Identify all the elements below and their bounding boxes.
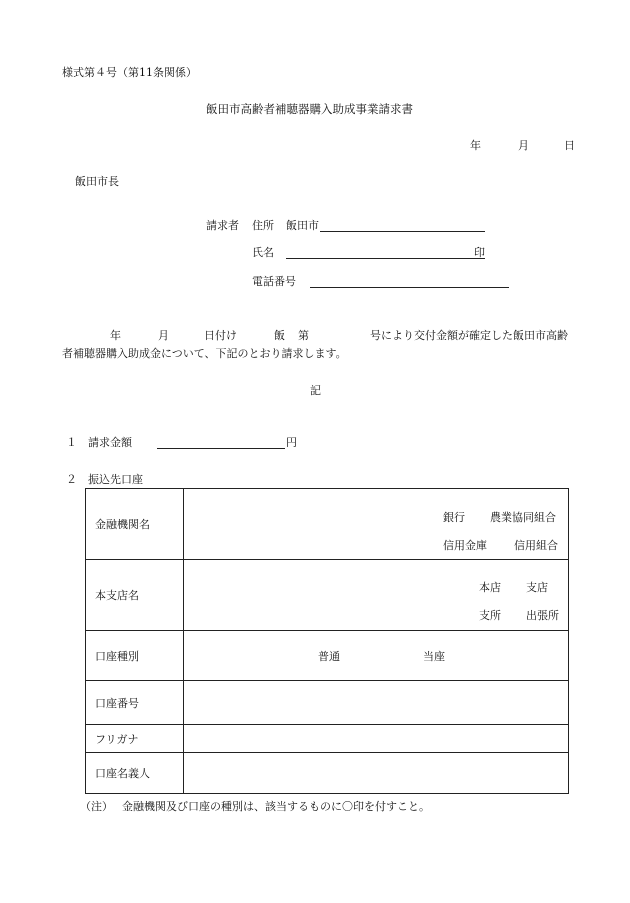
address-prefix: 飯田市 bbox=[286, 219, 319, 232]
branch-label: 本支店名 bbox=[86, 560, 184, 631]
date-year: 年 bbox=[470, 139, 481, 152]
claimant-label: 請求者 bbox=[206, 219, 239, 232]
head-office-option[interactable]: 本店 bbox=[479, 581, 501, 594]
item1-label: 請求金額 bbox=[88, 436, 132, 449]
body-year: 年 bbox=[110, 329, 121, 342]
seal-mark: 印 bbox=[474, 246, 485, 259]
institution-label: 金融機関名 bbox=[86, 489, 184, 560]
sub-branch-option[interactable]: 支所 bbox=[479, 609, 501, 622]
phone-label: 電話番号 bbox=[252, 275, 296, 288]
item2-number: ２ bbox=[66, 473, 77, 486]
holder-label: 口座名義人 bbox=[86, 753, 184, 794]
body-line2: 者補聴器購入助成金について、下記のとおり請求します。 bbox=[62, 347, 347, 360]
item1-number: １ bbox=[66, 436, 77, 449]
addressee: 飯田市長 bbox=[75, 175, 119, 188]
holder-cell[interactable] bbox=[184, 753, 569, 794]
form-number: 様式第４号（第11条関係） bbox=[62, 66, 197, 79]
body-month: 月 bbox=[158, 329, 169, 342]
ki-heading: 記 bbox=[310, 384, 321, 397]
address-line[interactable] bbox=[320, 231, 485, 232]
furigana-label: フリガナ bbox=[86, 725, 184, 753]
furigana-cell[interactable] bbox=[184, 725, 569, 753]
account-table bbox=[85, 488, 569, 794]
date-day: 日 bbox=[564, 139, 575, 152]
institution-cell[interactable] bbox=[184, 489, 569, 560]
amount-unit: 円 bbox=[286, 436, 297, 449]
table-row bbox=[86, 489, 569, 560]
table-row bbox=[86, 560, 569, 631]
date-month: 月 bbox=[518, 139, 529, 152]
account-type-label: 口座種別 bbox=[86, 631, 184, 681]
name-label: 氏名 bbox=[252, 246, 274, 259]
agri-coop-option[interactable]: 農業協同組合 bbox=[490, 511, 556, 524]
branch-option[interactable]: 支店 bbox=[526, 581, 548, 594]
table-row bbox=[86, 681, 569, 725]
table-row bbox=[86, 753, 569, 794]
branch-cell[interactable] bbox=[184, 560, 569, 631]
body-line1: 号により交付金額が確定した飯田市高齢 bbox=[370, 329, 568, 342]
body-dated: 日付け bbox=[204, 329, 237, 342]
table-row bbox=[86, 631, 569, 681]
document-title: 飯田市高齢者補聴器購入助成事業請求書 bbox=[206, 102, 413, 116]
amount-line[interactable] bbox=[157, 448, 285, 449]
current-option[interactable]: 当座 bbox=[423, 650, 445, 663]
item2-label: 振込先口座 bbox=[88, 473, 143, 486]
agency-option[interactable]: 出張所 bbox=[526, 609, 559, 622]
credit-union-option[interactable]: 信用組合 bbox=[514, 539, 558, 552]
name-line[interactable] bbox=[286, 258, 485, 259]
shinkin-option[interactable]: 信用金庫 bbox=[443, 539, 487, 552]
bank-option[interactable]: 銀行 bbox=[443, 511, 465, 524]
account-number-label: 口座番号 bbox=[86, 681, 184, 725]
phone-line[interactable] bbox=[310, 287, 509, 288]
address-label: 住所 bbox=[252, 219, 274, 232]
note-text: 金融機関及び口座の種別は、該当するものに〇印を付すこと。 bbox=[122, 800, 430, 813]
body-iida: 飯 bbox=[274, 329, 285, 342]
ordinary-option[interactable]: 普通 bbox=[318, 650, 340, 663]
account-number-cell[interactable] bbox=[184, 681, 569, 725]
account-type-cell[interactable] bbox=[184, 631, 569, 681]
body-dai: 第 bbox=[298, 329, 309, 342]
note-mark: （注） bbox=[80, 800, 113, 813]
table-row bbox=[86, 725, 569, 753]
